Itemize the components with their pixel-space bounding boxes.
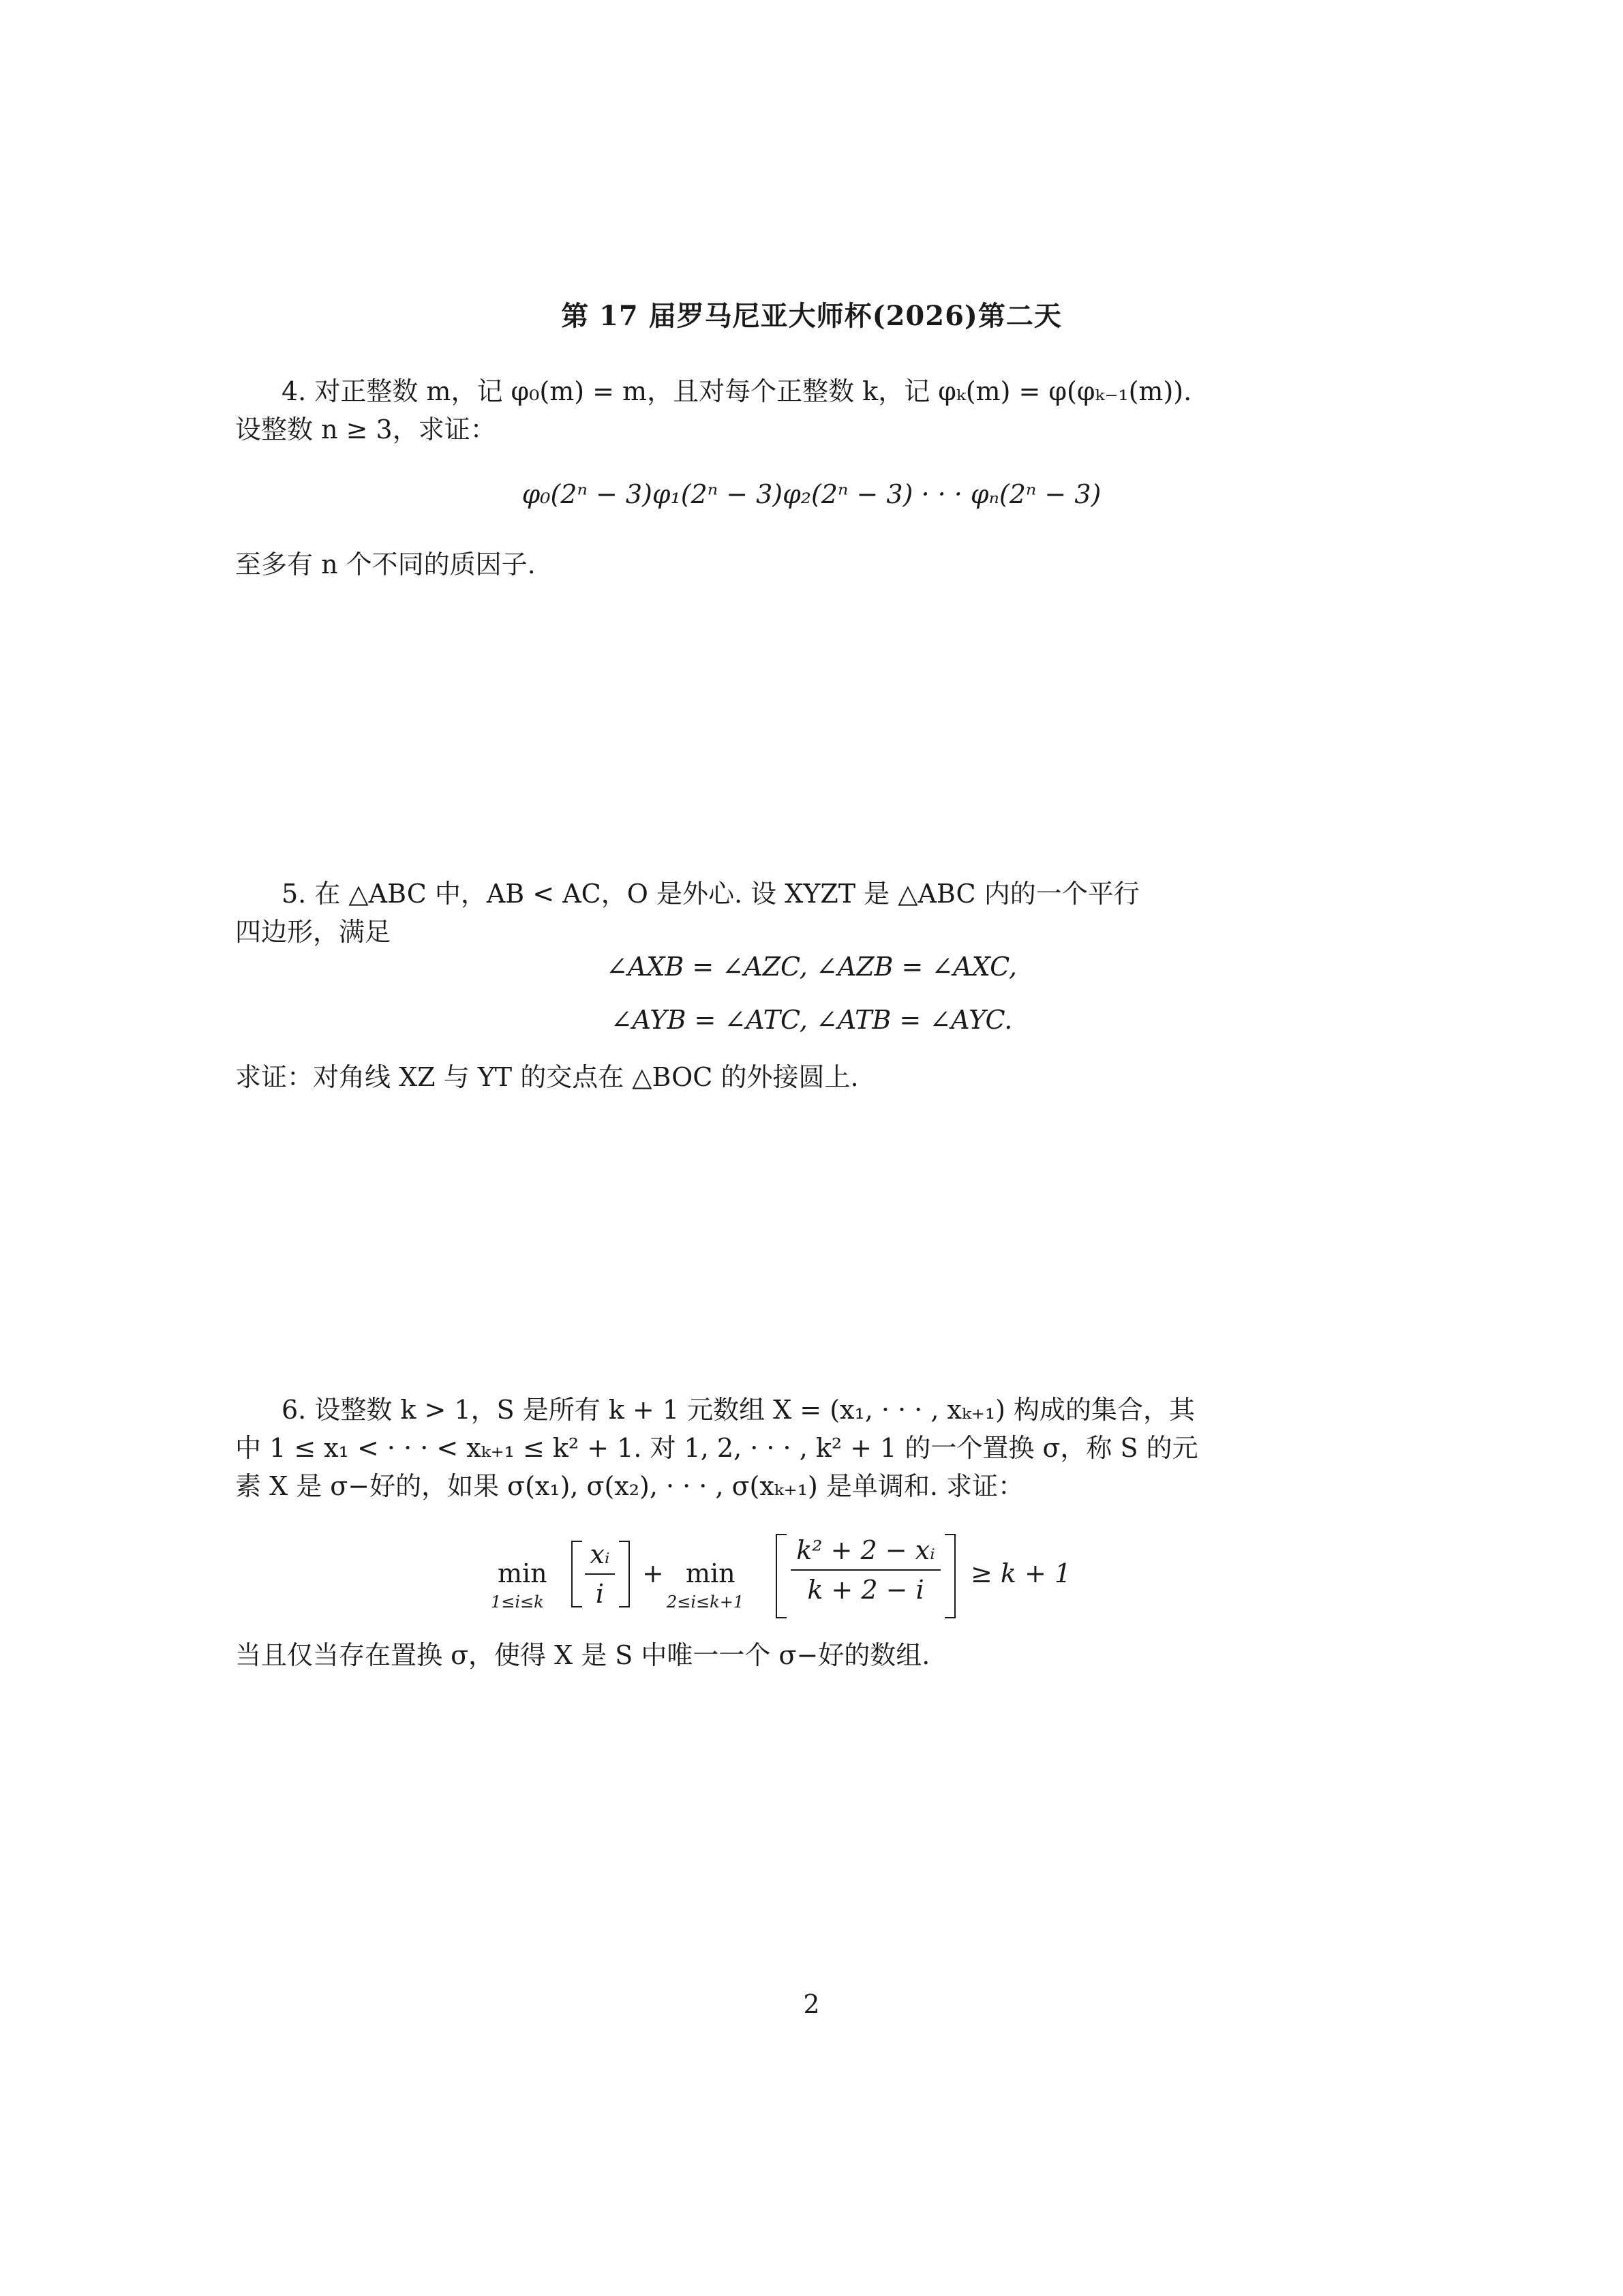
problem-5-formula-2: ∠AYB = ∠ATC, ∠ATB = ∠AYC.: [610, 1005, 1013, 1035]
problem-6-line-1: 6. 设整数 k > 1，S 是所有 k + 1 元数组 X = (x₁, · · · , xₖ₊₁) 构成的集合，其: [282, 1395, 1195, 1425]
problem-4-formula: φ₀(2ⁿ − 3)φ₁(2ⁿ − 3)φ₂(2ⁿ − 3) · · · φₙ(2ⁿ − 3): [521, 479, 1102, 509]
fraction-2-denominator: k + 2 − i: [807, 1575, 924, 1605]
problem-4-line-1: 4. 对正整数 m，记 φ₀(m) = m，且对每个正整数 k，记 φₖ(m) = φ(φₖ₋₁(m)).: [282, 376, 1192, 406]
problem-4-line-3: 至多有 n 个不同的质因子.: [235, 549, 536, 579]
problem-5-line-3: 求证：对角线 XZ 与 YT 的交点在 △BOC 的外接圆上.: [235, 1062, 859, 1092]
problem-4-line-2: 设整数 n ≥ 3，求证：: [235, 414, 496, 444]
fraction-1-bar: [585, 1573, 615, 1575]
fraction-1-numerator: xᵢ: [590, 1539, 610, 1569]
formula-rhs: ≥ k + 1: [971, 1558, 1072, 1588]
problem-5-line-1: 5. 在 △ABC 中，AB < AC，O 是外心. 设 XYZT 是 △ABC 内的一个平行: [282, 879, 1140, 909]
min-subscript-1: 1≤i≤k: [491, 1592, 544, 1612]
fraction-2-numerator: k² + 2 − xᵢ: [796, 1535, 935, 1565]
problem-4-conclusion: [235, 545, 1329, 584]
fraction-1: [585, 1539, 615, 1609]
ceil-bracket-left-2: [776, 1534, 787, 1618]
problem-5-line-2: 四边形，满足: [235, 917, 391, 947]
ceil-bracket-left-1: [571, 1541, 582, 1607]
plus-sign: +: [642, 1558, 664, 1588]
problem-6-line-3: 素 X 是 σ−好的，如果 σ(x₁), σ(x₂), · · · , σ(xₖ₊₁) 是单调和. 求证：: [235, 1471, 1025, 1501]
min-operator-1: min: [498, 1558, 547, 1588]
page-title: 第 17 届罗马尼亚大师杯(2026)第二天: [561, 300, 1062, 332]
problem-6: [235, 1391, 1329, 1505]
min-subscript-2: 2≤i≤k+1: [667, 1592, 744, 1612]
problem-6-conclusion: [235, 1636, 1329, 1674]
ceil-bracket-right-2: [945, 1534, 956, 1618]
problem-4: [235, 372, 1329, 449]
page-number: 2: [803, 1989, 820, 2019]
fraction-1-denominator: i: [595, 1579, 605, 1609]
problem-6-line-2: 中 1 ≤ x₁ < · · · < xₖ₊₁ ≤ k² + 1. 对 1, 2, · · · , k² + 1 的一个置换 σ，称 S 的元: [235, 1433, 1198, 1463]
min-operator-2: min: [686, 1558, 735, 1588]
problem-5-conclusion: [235, 1058, 1329, 1096]
fraction-2: [791, 1535, 941, 1605]
problem-6-line-4: 当且仅当存在置换 σ，使得 X 是 S 中唯一一个 σ−好的数组.: [235, 1640, 930, 1670]
problem-5: [235, 875, 1329, 951]
ceil-bracket-right-1: [619, 1541, 630, 1607]
fraction-2-bar: [791, 1569, 941, 1571]
problem-5-formula-1: ∠AXB = ∠AZC, ∠AZB = ∠AXC,: [606, 952, 1017, 982]
